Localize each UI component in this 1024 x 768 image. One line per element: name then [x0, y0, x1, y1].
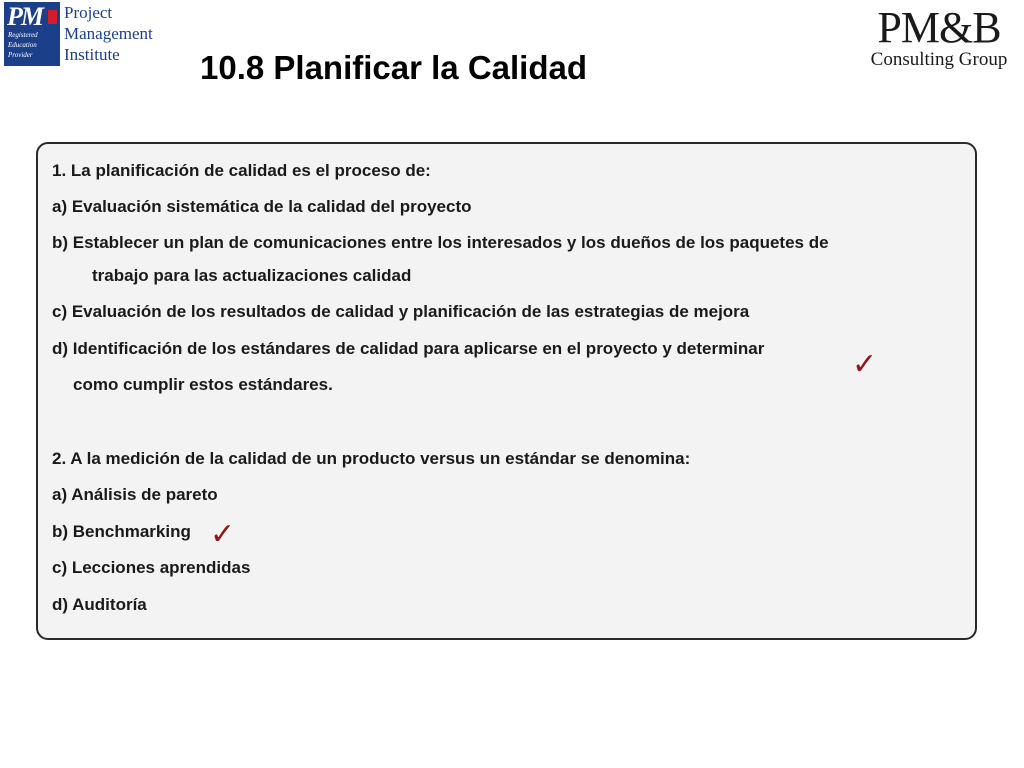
- question2-option-d: d) Auditoría: [52, 595, 147, 614]
- slide-title: 10.8 Planificar la Calidad: [200, 49, 588, 86]
- pmi-sub-line: Education: [8, 41, 37, 49]
- pmb-logo-sub: Consulting Group: [870, 49, 1008, 70]
- pmi-sub-line: Provider: [8, 51, 33, 59]
- question-box: [36, 142, 977, 640]
- pmi-logo: [4, 2, 154, 68]
- question1-option-d-continued: como cumplir estos estándares.: [73, 375, 333, 394]
- question1-option-a: a) Evaluación sistemática de la calidad del proyecto: [52, 197, 472, 216]
- question2-option-b: b) Benchmarking: [52, 522, 191, 541]
- question1-option-d: d) Identificación de los estándares de calidad para aplicarse en el proyecto y determinar: [52, 339, 765, 358]
- question1-option-b: b) Establecer un plan de comunicaciones entre los interesados y los dueños de los paquetes de: [52, 233, 829, 252]
- pmi-logo-name: [64, 2, 153, 65]
- question2-option-a: a) Análisis de pareto: [52, 485, 218, 504]
- pmi-logo-red-accent: [48, 10, 57, 24]
- pmi-sub-line: Registered: [8, 31, 38, 39]
- question2-prompt: 2. A la medición de la calidad de un producto versus un estándar se denomina:: [52, 449, 691, 468]
- pmi-name-line: Institute: [64, 45, 120, 64]
- question2-option-c: c) Lecciones aprendidas: [52, 558, 251, 577]
- check-icon: ✓: [852, 347, 878, 382]
- question1-prompt: 1. La planificación de calidad es el proceso de:: [52, 161, 431, 180]
- question1-option-c: c) Evaluación de los resultados de calidad y planificación de las estrategias de mejora: [52, 302, 750, 321]
- check-icon: ✓: [210, 517, 236, 552]
- pmb-logo: [864, 3, 1014, 70]
- pmi-logo-badge: [4, 2, 60, 66]
- pmi-name-line: Project: [64, 3, 113, 22]
- question1-option-b-continued: trabajo para las actualizaciones calidad: [92, 266, 412, 285]
- pmb-logo-main: PM&B: [877, 3, 1001, 52]
- pmi-name-line: Management: [64, 24, 153, 43]
- pmi-logo-mark: PM: [7, 2, 42, 31]
- pmi-logo-subtitle: [8, 30, 60, 60]
